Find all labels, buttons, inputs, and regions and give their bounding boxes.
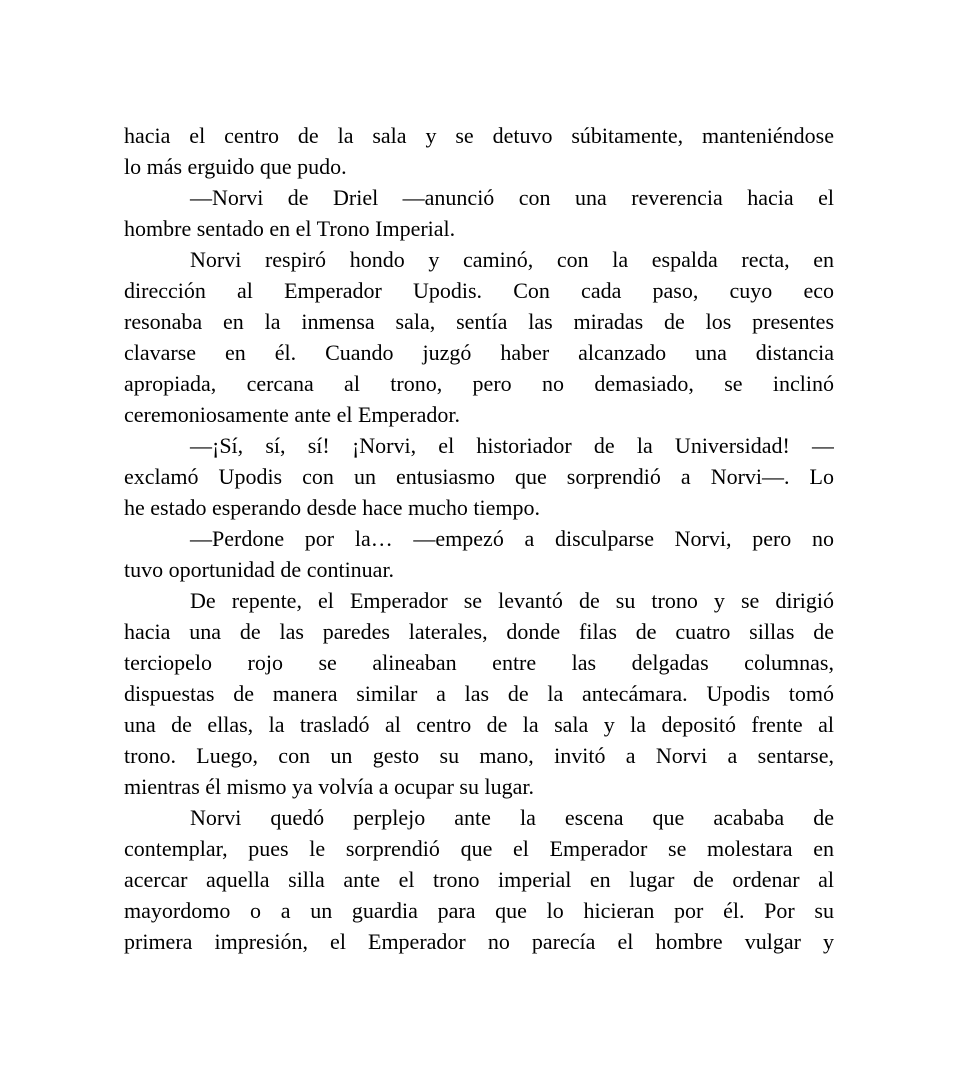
text-line: tuvo oportunidad de continuar. — [124, 557, 395, 582]
text-line: resonaba en la inmensa sala, sentía las miradas de los presentes — [124, 309, 834, 334]
text-line: clavarse en él. Cuando juzgó haber alcanzado una distancia — [124, 340, 834, 365]
text-line: terciopelo rojo se alineaban entre las delgadas columnas, — [124, 650, 834, 675]
text-line: acercar aquella silla ante el trono imperial en lugar de ordenar al — [124, 867, 834, 892]
text-line: hacia una de las paredes laterales, donde filas de cuatro sillas de — [124, 619, 834, 644]
text-line: —¡Sí, sí, sí! ¡Norvi, el historiador de la Universidad! — — [190, 433, 834, 458]
text-line: trono. Luego, con un gesto su mano, invitó a Norvi a sentarse, — [124, 743, 834, 768]
text-line: Norvi quedó perplejo ante la escena que acababa de — [190, 805, 834, 830]
text-line: De repente, el Emperador se levantó de su trono y se dirigió — [190, 588, 834, 613]
text-line: mientras él mismo ya volvía a ocupar su lugar. — [124, 774, 534, 799]
text-line: ceremoniosamente ante el Emperador. — [124, 402, 460, 427]
text-line: hacia el centro de la sala y se detuvo súbitamente, manteniéndose — [124, 123, 834, 148]
text-line: una de ellas, la trasladó al centro de la sala y la depositó frente al — [124, 712, 834, 737]
text-line: dirección al Emperador Upodis. Con cada paso, cuyo eco — [124, 278, 834, 303]
text-line: he estado esperando desde hace mucho tiempo. — [124, 495, 541, 520]
text-line: lo más erguido que pudo. — [124, 154, 347, 179]
text-block — [124, 120, 834, 957]
text-line: primera impresión, el Emperador no parecía el hombre vulgar y — [124, 929, 834, 954]
text-line: apropiada, cercana al trono, pero no demasiado, se inclinó — [124, 371, 834, 396]
text-line: mayordomo o a un guardia para que lo hicieran por él. Por su — [124, 898, 834, 923]
text-line: dispuestas de manera similar a las de la antecámara. Upodis tomó — [124, 681, 834, 706]
text-line: Norvi respiró hondo y caminó, con la espalda recta, en — [190, 247, 834, 272]
text-line: —Perdone por la… —empezó a disculparse Norvi, pero no — [190, 526, 834, 551]
text-line: hombre sentado en el Trono Imperial. — [124, 216, 456, 241]
text-line: contemplar, pues le sorprendió que el Emperador se molestara en — [124, 836, 834, 861]
text-line: —Norvi de Driel —anunció con una reverencia hacia el — [190, 185, 834, 210]
text-line: exclamó Upodis con un entusiasmo que sorprendió a Norvi—. Lo — [124, 464, 834, 489]
